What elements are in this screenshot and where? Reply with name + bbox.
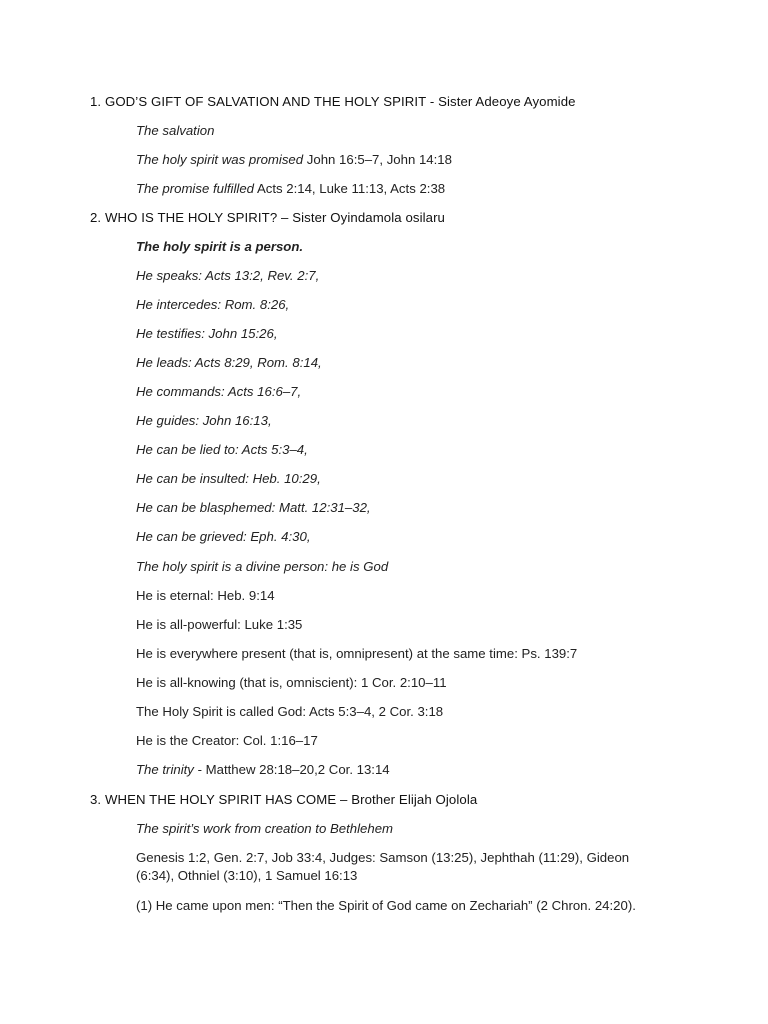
person-line: The holy spirit is a divine person: he is God — [136, 559, 389, 574]
section-1-heading — [90, 93, 576, 111]
section-2-subheading: The holy spirit is a person. — [136, 239, 304, 254]
person-line: He can be grieved: Eph. 4:30, — [136, 529, 311, 544]
section-3-paragraph-1: Genesis 1:2, Gen. 2:7, Job 33:4, Judges: Samson (13:25), Jephthah (11:29), Gideon (6:34), Othniel (3:10), 1 Samuel 16:13 — [136, 850, 630, 883]
section-2-heading — [90, 209, 445, 227]
person-line: He testifies: John 15:26, — [136, 326, 278, 341]
god-line: He is all-knowing (that is, omniscient): 1 Cor. 2:10–11 — [136, 675, 447, 690]
god-line: He is all-powerful: Luke 1:35 — [136, 617, 303, 632]
section-1-title: GOD’S GIFT OF SALVATION AND THE HOLY SPIRIT - Sister Adeoye Ayomide — [104, 94, 576, 109]
god-line: He is eternal: Heb. 9:14 — [136, 588, 275, 603]
section-3-number: 3. — [90, 792, 102, 807]
person-line: He can be lied to: Acts 5:3–4, — [136, 442, 308, 457]
section-3-heading — [90, 791, 477, 809]
section-2-number: 2. — [90, 210, 102, 225]
god-line: He is everywhere present (that is, omnipresent) at the same time: Ps. 139:7 — [136, 646, 578, 661]
section-1-line-3: The promise fulfilled Acts 2:14, Luke 11:13, Acts 2:38 — [136, 181, 446, 196]
person-line: He can be insulted: Heb. 10:29, — [136, 471, 321, 486]
person-line: He commands: Acts 16:6–7, — [136, 384, 302, 399]
section-1-line-1: The salvation — [136, 123, 215, 138]
section-3-subheading: The spirit’s work from creation to Bethlehem — [136, 821, 394, 836]
god-line: He is the Creator: Col. 1:16–17 — [136, 733, 318, 748]
person-line: He can be blasphemed: Matt. 12:31–32, — [136, 500, 371, 515]
section-1-number: 1. — [90, 94, 102, 109]
section-3-paragraph-2: (1) He came upon men: “Then the Spirit of God came on Zechariah” (2 Chron. 24:20). — [136, 898, 636, 913]
trinity-line: The trinity - Matthew 28:18–20,2 Cor. 13:14 — [136, 762, 390, 777]
person-line: He guides: John 16:13, — [136, 413, 272, 428]
section-2-title: WHO IS THE HOLY SPIRIT? – Sister Oyindamola osilaru — [104, 210, 445, 225]
person-line: He leads: Acts 8:29, Rom. 8:14, — [136, 355, 322, 370]
god-line: The Holy Spirit is called God: Acts 5:3–4, 2 Cor. 3:18 — [136, 704, 444, 719]
section-3-title: WHEN THE HOLY SPIRIT HAS COME – Brother Elijah Ojolola — [104, 792, 478, 807]
person-line: He speaks: Acts 13:2, Rev. 2:7, — [136, 268, 320, 283]
section-1-line-2: The holy spirit was promised John 16:5–7, John 14:18 — [136, 152, 452, 167]
person-line: He intercedes: Rom. 8:26, — [136, 297, 290, 312]
